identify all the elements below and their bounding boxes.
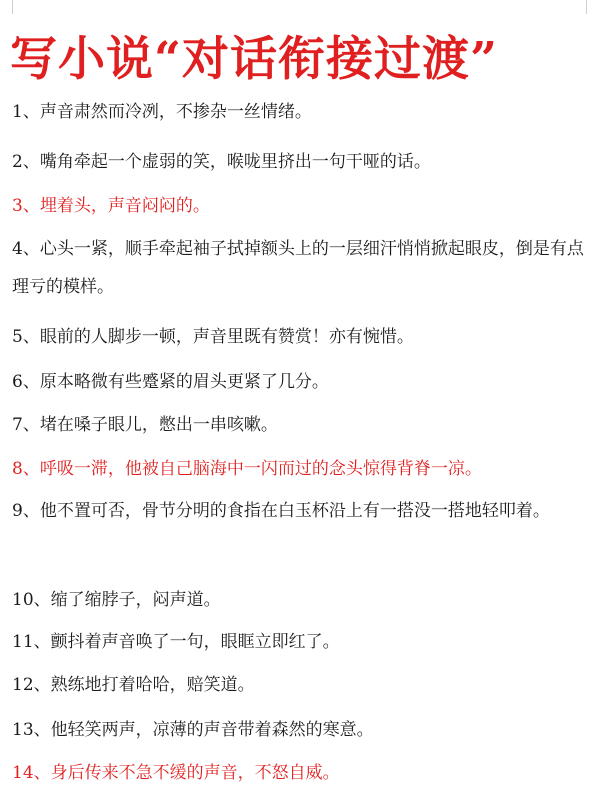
list-item-14: 14、身后传来不急不缓的声音，不怒自威。 xyxy=(12,763,340,783)
list-item-4: 4、心头一紧，顺手牵起袖子拭掉额头上的一层细汗悄悄掀起眼皮，倒是有点理亏的模样。 xyxy=(12,239,584,297)
list-item-3: 3、埋着头，声音闷闷的。 xyxy=(12,196,210,216)
list-item-7: 7、堵在嗓子眼儿，憋出一串咳嗽。 xyxy=(12,415,278,435)
list-item-10: 10、缩了缩脖子，闷声道。 xyxy=(12,590,221,610)
list-item-2: 2、嘴角牵起一个虚弱的笑，喉咙里挤出一句干哑的话。 xyxy=(12,152,431,172)
page-title: 写小说“对话衔接过渡” xyxy=(10,32,499,87)
page-corner-mark-right xyxy=(586,0,587,14)
list-item-13: 13、他轻笑两声，凉薄的声音带着森然的寒意。 xyxy=(12,720,374,740)
list-item-6: 6、原本略微有些蹙紧的眉头更紧了几分。 xyxy=(12,372,329,392)
list-item-12: 12、熟练地打着哈哈，赔笑道。 xyxy=(12,675,255,695)
page-corner-mark-left xyxy=(12,0,13,14)
list-item-9: 9、他不置可否，骨节分明的食指在白玉杯沿上有一搭没一搭地轻叩着。 xyxy=(12,501,550,521)
list-item-1: 1、声音肃然而冷冽，不掺杂一丝情绪。 xyxy=(12,102,312,122)
list-item-5: 5、眼前的人脚步一顿，声音里既有赞赏！亦有惋惜。 xyxy=(12,327,414,347)
list-item-8: 8、呼吸一滞，他被自己脑海中一闪而过的念头惊得背脊一凉。 xyxy=(12,459,482,479)
list-item-11: 11、颤抖着声音唤了一句，眼眶立即红了。 xyxy=(12,632,340,652)
